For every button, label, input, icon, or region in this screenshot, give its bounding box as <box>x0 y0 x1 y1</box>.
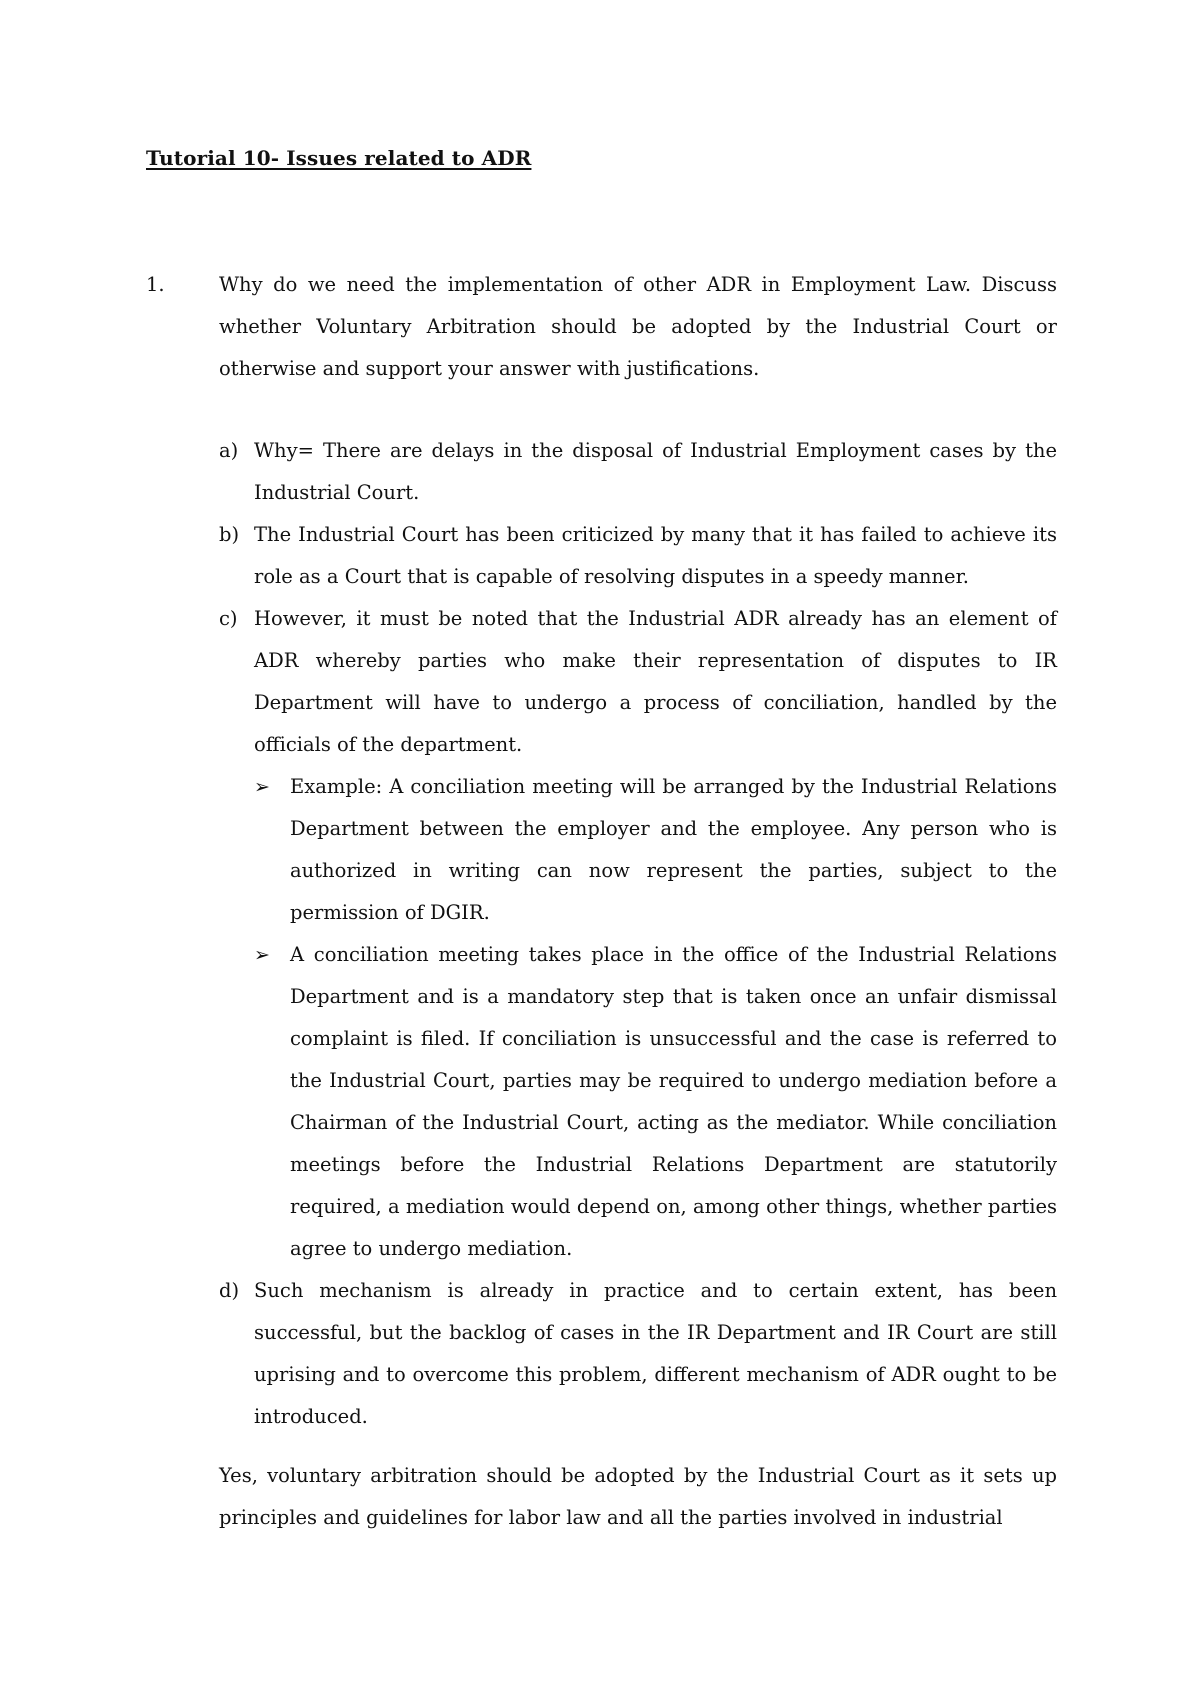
point-marker: d) <box>219 1279 240 1302</box>
answer-paragraph: Yes, voluntary arbitration should be adopted by the Industrial Court as it sets up principles and guidelines for labor law and all the parties involved in industrial <box>219 1464 1057 1529</box>
question-number: 1. <box>146 273 165 296</box>
question-text: Why do we need the implementation of other ADR in Employment Law. Discuss whether Voluntary Arbitration should be adopted by the Industrial Court or otherwise and support your answer with justifications. <box>219 273 1057 380</box>
point-marker: a) <box>219 439 239 462</box>
point-text: However, it must be noted that the Industrial ADR already has an element of ADR whereby parties who make their representation of disputes to IR Department will have to undergo a process of conciliation, handled by the officials of the department. <box>254 607 1057 756</box>
point-text: Why= There are delays in the disposal of Industrial Employment cases by the Industrial Court. <box>254 439 1057 504</box>
arrow-bullet-icon: ➢ <box>254 776 270 798</box>
arrow-bullet-icon: ➢ <box>254 944 270 966</box>
bullet-text: A conciliation meeting takes place in the office of the Industrial Relations Department and is a mandatory step that is taken once an unfair dismissal complaint is filed. If conciliation is unsuccessful and the case is referred to the Industrial Court, parties may be required to undergo mediation before a Chairman of the Industrial Court, acting as the mediator. While conciliation meetings before the Industrial Relations Department are statutorily required, a mediation would depend on, among other things, whether parties agree to undergo mediation. <box>290 943 1057 1260</box>
point-marker: b) <box>219 523 240 546</box>
document-title: Tutorial 10- Issues related to ADR <box>146 146 532 170</box>
point-text: Such mechanism is already in practice and to certain extent, has been successful, but the backlog of cases in the IR Department and IR Court are still uprising and to overcome this problem, different mechanism of ADR ought to be introduced. <box>254 1279 1057 1428</box>
point-text: The Industrial Court has been criticized by many that it has failed to achieve its role as a Court that is capable of resolving disputes in a speedy manner. <box>254 523 1057 588</box>
point-marker: c) <box>219 607 238 630</box>
bullet-text: Example: A conciliation meeting will be arranged by the Industrial Relations Department between the employer and the employee. Any person who is authorized in writing can now represent the parties, subject to the permission of DGIR. <box>290 775 1057 924</box>
